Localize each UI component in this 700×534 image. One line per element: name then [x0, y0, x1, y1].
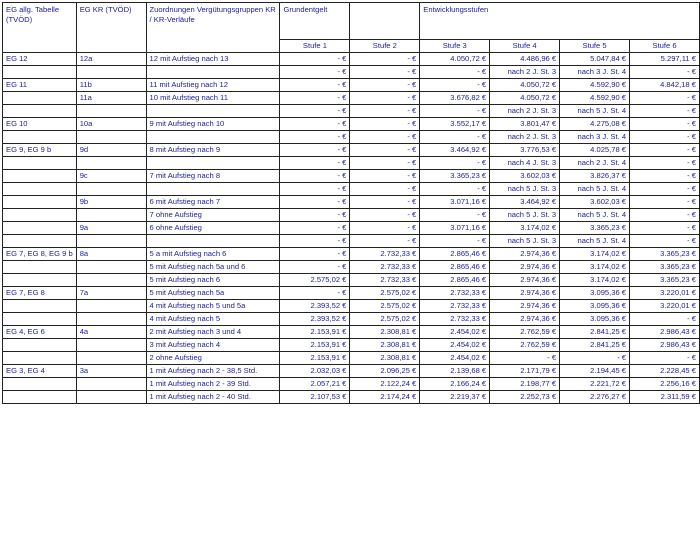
stufe-value-cell: - €: [630, 352, 700, 365]
zuordnung-cell: 10 mit Aufstieg nach 11: [146, 92, 280, 105]
table-row: [3, 105, 700, 118]
eg-kr-cell: 11a: [76, 92, 146, 105]
table-row: [3, 183, 700, 196]
table-row: [3, 118, 700, 131]
stufe-value-cell: 2.153,91 €: [280, 326, 350, 339]
stufe-value-cell: 2.974,36 €: [490, 248, 560, 261]
stufe-value-cell: 2.166,24 €: [420, 378, 490, 391]
stufe-value-cell: nach 2 J. St. 3: [490, 131, 560, 144]
stufe-value-cell: 2.841,25 €: [560, 326, 630, 339]
stufe-value-cell: 2.575,02 €: [350, 287, 420, 300]
eg-kr-cell: 8a: [76, 248, 146, 261]
eg-kr-cell: 9d: [76, 144, 146, 157]
stufe-value-cell: 4.050,72 €: [490, 79, 560, 92]
stufe-value-cell: 3.095,36 €: [560, 300, 630, 313]
eg-kr-cell: [76, 235, 146, 248]
stufe-value-cell: 2.841,25 €: [560, 339, 630, 352]
eg-allg-cell: EG 7, EG 8, EG 9 b: [3, 248, 77, 261]
eg-allg-cell: [3, 274, 77, 287]
eg-kr-cell: 10a: [76, 118, 146, 131]
stufe-value-cell: 3.365,23 €: [630, 274, 700, 287]
eg-allg-cell: EG 3, EG 4: [3, 365, 77, 378]
stufe-value-cell: - €: [630, 105, 700, 118]
zuordnung-cell: 5 mit Aufstieg nach 6: [146, 274, 280, 287]
stufe-value-cell: 2.252,73 €: [490, 391, 560, 404]
eg-kr-cell: [76, 339, 146, 352]
zuordnung-cell: [146, 131, 280, 144]
eg-allg-cell: [3, 105, 77, 118]
eg-kr-cell: [76, 183, 146, 196]
stufe-value-cell: 5.047,84 €: [560, 53, 630, 66]
eg-allg-cell: [3, 235, 77, 248]
stufe-value-cell: 3.071,16 €: [420, 222, 490, 235]
stufe-value-cell: - €: [350, 105, 420, 118]
zuordnung-cell: 4 mit Aufstieg nach 5 und 5a: [146, 300, 280, 313]
stufe-value-cell: 3.365,23 €: [630, 261, 700, 274]
header-zuordnungen: Zuordnungen Vergütungsgruppen KR / KR-Verläufe: [146, 3, 280, 53]
eg-allg-cell: EG 9, EG 9 b: [3, 144, 77, 157]
stufe-value-cell: 2.762,59 €: [490, 339, 560, 352]
table-row: [3, 274, 700, 287]
stufe-value-cell: 2.256,16 €: [630, 378, 700, 391]
stufe-value-cell: 2.732,33 €: [350, 248, 420, 261]
stufe-value-cell: 3.602,03 €: [490, 170, 560, 183]
header-row: [3, 3, 700, 40]
stufe-value-cell: 3.801,47 €: [490, 118, 560, 131]
zuordnung-cell: 8 mit Aufstieg nach 9: [146, 144, 280, 157]
eg-allg-cell: [3, 66, 77, 79]
stufe-value-cell: - €: [350, 53, 420, 66]
stufe-value-cell: 3.365,23 €: [420, 170, 490, 183]
stufe-value-cell: - €: [630, 209, 700, 222]
stufe-value-cell: 2.974,36 €: [490, 287, 560, 300]
stufe-value-cell: 2.974,36 €: [490, 313, 560, 326]
eg-kr-cell: 9c: [76, 170, 146, 183]
table-row: [3, 222, 700, 235]
eg-allg-cell: [3, 300, 77, 313]
table-row: [3, 209, 700, 222]
stufe-value-cell: - €: [280, 261, 350, 274]
eg-allg-cell: [3, 222, 77, 235]
stufe-value-cell: nach 2 J. St. 4: [560, 157, 630, 170]
table-row: [3, 170, 700, 183]
stufe-value-cell: 2.393,52 €: [280, 313, 350, 326]
stufe-value-cell: - €: [630, 196, 700, 209]
stufe-value-cell: 2.221,72 €: [560, 378, 630, 391]
stufe-value-cell: 2.454,02 €: [420, 352, 490, 365]
header-eg-allg: EG allg. Tabelle (TVÖD): [3, 3, 77, 53]
stufe-value-cell: - €: [280, 79, 350, 92]
stufe-value-cell: 2.974,36 €: [490, 261, 560, 274]
zuordnung-cell: 2 ohne Aufstieg: [146, 352, 280, 365]
stufe-value-cell: 3.220,01 €: [630, 287, 700, 300]
stufe-value-cell: 2.974,36 €: [490, 300, 560, 313]
table-row: [3, 92, 700, 105]
stufe-value-cell: - €: [280, 222, 350, 235]
eg-kr-cell: [76, 274, 146, 287]
stufe-value-cell: nach 5 J. St. 3: [490, 235, 560, 248]
zuordnung-cell: 4 mit Aufstieg nach 5: [146, 313, 280, 326]
table-row: [3, 378, 700, 391]
stufe-value-cell: - €: [280, 170, 350, 183]
zuordnung-cell: [146, 183, 280, 196]
eg-allg-cell: EG 11: [3, 79, 77, 92]
stufe-value-cell: 2.454,02 €: [420, 339, 490, 352]
stufe-value-cell: 3.174,02 €: [490, 222, 560, 235]
stufe-value-cell: - €: [280, 144, 350, 157]
stufe-value-cell: 2.986,43 €: [630, 326, 700, 339]
stufe-value-cell: - €: [420, 105, 490, 118]
zuordnung-cell: 5 mit Aufstieg nach 5a: [146, 287, 280, 300]
stufe-value-cell: 2.122,24 €: [350, 378, 420, 391]
stufe-value-cell: 4.842,18 €: [630, 79, 700, 92]
table-row: [3, 144, 700, 157]
stufe-value-cell: 2.575,02 €: [350, 300, 420, 313]
stufe-value-cell: - €: [350, 92, 420, 105]
zuordnung-cell: [146, 66, 280, 79]
header-entwicklungsstufen: Entwicklungsstufen: [420, 3, 700, 40]
stufe-value-cell: 2.732,33 €: [420, 313, 490, 326]
stufe-value-cell: - €: [420, 66, 490, 79]
header-spacer: [350, 3, 420, 40]
stufe-value-cell: 2.865,46 €: [420, 274, 490, 287]
eg-kr-cell: [76, 300, 146, 313]
zuordnung-cell: [146, 105, 280, 118]
eg-kr-cell: 7a: [76, 287, 146, 300]
stufe-value-cell: 3.174,02 €: [560, 261, 630, 274]
table-row: [3, 313, 700, 326]
stufe-value-cell: 2.454,02 €: [420, 326, 490, 339]
stufe-value-cell: - €: [280, 235, 350, 248]
eg-allg-cell: [3, 391, 77, 404]
stufe-value-cell: - €: [420, 209, 490, 222]
stufe-value-cell: 4.275,08 €: [560, 118, 630, 131]
stufe-value-cell: - €: [350, 131, 420, 144]
table-row: [3, 196, 700, 209]
stufe-value-cell: 2.153,91 €: [280, 339, 350, 352]
eg-allg-cell: [3, 352, 77, 365]
stufe-value-cell: - €: [280, 183, 350, 196]
stufe-value-cell: nach 3 J. St. 4: [560, 131, 630, 144]
table-row: [3, 261, 700, 274]
eg-allg-cell: [3, 157, 77, 170]
stufe-value-cell: - €: [280, 92, 350, 105]
stufe-value-cell: 2.174,24 €: [350, 391, 420, 404]
eg-allg-cell: EG 12: [3, 53, 77, 66]
stufe-value-cell: - €: [280, 118, 350, 131]
stufe-value-cell: nach 5 J. St. 3: [490, 183, 560, 196]
stufe-value-cell: - €: [350, 79, 420, 92]
table-row: [3, 66, 700, 79]
eg-kr-cell: 12a: [76, 53, 146, 66]
stufe-value-cell: 2.575,02 €: [350, 313, 420, 326]
eg-allg-cell: [3, 339, 77, 352]
stufe-value-cell: 2.308,81 €: [350, 352, 420, 365]
eg-allg-cell: [3, 209, 77, 222]
zuordnung-cell: 3 mit Aufstieg nach 4: [146, 339, 280, 352]
stufe-value-cell: - €: [350, 235, 420, 248]
stufe-value-cell: 2.732,33 €: [350, 261, 420, 274]
stufe-value-cell: - €: [280, 209, 350, 222]
stufe-value-cell: 5.297,11 €: [630, 53, 700, 66]
eg-kr-cell: 9b: [76, 196, 146, 209]
stufe-value-cell: - €: [630, 66, 700, 79]
stufe-value-cell: 2.732,33 €: [420, 287, 490, 300]
eg-allg-cell: [3, 183, 77, 196]
zuordnung-cell: 7 mit Aufstieg nach 8: [146, 170, 280, 183]
stufe-value-cell: 2.228,45 €: [630, 365, 700, 378]
table-row: [3, 235, 700, 248]
stufe-value-cell: 2.762,59 €: [490, 326, 560, 339]
stufe-value-cell: - €: [630, 118, 700, 131]
zuordnung-cell: 1 mit Aufstieg nach 2 - 40 Std.: [146, 391, 280, 404]
stufe-value-cell: - €: [350, 118, 420, 131]
zuordnung-cell: 6 ohne Aufstieg: [146, 222, 280, 235]
eg-allg-cell: [3, 261, 77, 274]
stufe-value-cell: 2.974,36 €: [490, 274, 560, 287]
zuordnung-cell: 5 mit Aufstieg nach 5a und 6: [146, 261, 280, 274]
stufe-value-cell: nach 2 J. St. 3: [490, 66, 560, 79]
stufe-value-cell: 2.032,03 €: [280, 365, 350, 378]
stufe-value-cell: 3.095,36 €: [560, 287, 630, 300]
eg-kr-cell: [76, 66, 146, 79]
stufe-value-cell: nach 4 J. St. 3: [490, 157, 560, 170]
stufe-value-cell: 2.986,43 €: [630, 339, 700, 352]
table-row: [3, 287, 700, 300]
table-row: [3, 326, 700, 339]
stufe-value-cell: - €: [420, 183, 490, 196]
stufe-value-cell: 4.592,90 €: [560, 79, 630, 92]
stufe-header: Stufe 2: [350, 40, 420, 53]
stufe-value-cell: - €: [350, 196, 420, 209]
stufe-value-cell: 4.025,78 €: [560, 144, 630, 157]
stufe-value-cell: 2.575,02 €: [280, 274, 350, 287]
stufe-value-cell: 2.865,46 €: [420, 261, 490, 274]
eg-allg-cell: EG 4, EG 6: [3, 326, 77, 339]
stufe-value-cell: 4.486,96 €: [490, 53, 560, 66]
stufe-value-cell: - €: [630, 313, 700, 326]
zuordnung-cell: 12 mit Aufstieg nach 13: [146, 53, 280, 66]
stufe-value-cell: 4.050,72 €: [420, 53, 490, 66]
zuordnung-cell: 1 mit Aufstieg nach 2 - 39 Std.: [146, 378, 280, 391]
eg-kr-cell: 4a: [76, 326, 146, 339]
zuordnung-cell: 2 mit Aufstieg nach 3 und 4: [146, 326, 280, 339]
eg-allg-cell: [3, 170, 77, 183]
stufe-value-cell: - €: [280, 196, 350, 209]
stufe-value-cell: 2.194,45 €: [560, 365, 630, 378]
eg-kr-cell: [76, 261, 146, 274]
stufe-value-cell: 2.153,91 €: [280, 352, 350, 365]
table-row: [3, 248, 700, 261]
stufe-value-cell: 3.365,23 €: [560, 222, 630, 235]
stufe-value-cell: 2.219,37 €: [420, 391, 490, 404]
stufe-value-cell: - €: [350, 144, 420, 157]
stufe-value-cell: nach 5 J. St. 4: [560, 105, 630, 118]
stufe-value-cell: 3.365,23 €: [630, 248, 700, 261]
stufe-value-cell: - €: [280, 105, 350, 118]
stufe-value-cell: 2.308,81 €: [350, 326, 420, 339]
zuordnung-cell: 9 mit Aufstieg nach 10: [146, 118, 280, 131]
eg-kr-cell: [76, 352, 146, 365]
stufe-value-cell: - €: [630, 170, 700, 183]
stufe-value-cell: nach 5 J. St. 4: [560, 183, 630, 196]
stufe-value-cell: 3.174,02 €: [560, 248, 630, 261]
stufe-header: Stufe 5: [560, 40, 630, 53]
zuordnung-cell: 1 mit Aufstieg nach 2 - 38,5 Std.: [146, 365, 280, 378]
stufe-value-cell: - €: [350, 157, 420, 170]
header-grundentgelt: Grundentgelt: [280, 3, 350, 40]
eg-kr-cell: [76, 131, 146, 144]
stufe-value-cell: - €: [630, 144, 700, 157]
stufe-value-cell: 3.776,53 €: [490, 144, 560, 157]
table-row: [3, 79, 700, 92]
stufe-value-cell: - €: [630, 222, 700, 235]
stufe-value-cell: - €: [350, 170, 420, 183]
stufe-header: Stufe 6: [630, 40, 700, 53]
stufe-value-cell: 2.107,53 €: [280, 391, 350, 404]
eg-kr-cell: 9a: [76, 222, 146, 235]
stufe-value-cell: nach 3 J. St. 4: [560, 66, 630, 79]
zuordnung-cell: 7 ohne Aufstieg: [146, 209, 280, 222]
stufe-value-cell: 3.095,36 €: [560, 313, 630, 326]
stufe-value-cell: 3.826,37 €: [560, 170, 630, 183]
stufe-value-cell: - €: [630, 157, 700, 170]
stufe-value-cell: 2.732,33 €: [420, 300, 490, 313]
stufe-value-cell: 2.393,52 €: [280, 300, 350, 313]
stufe-value-cell: - €: [350, 209, 420, 222]
table-row: [3, 53, 700, 66]
eg-kr-cell: 11b: [76, 79, 146, 92]
table-row: [3, 339, 700, 352]
stufe-value-cell: - €: [280, 131, 350, 144]
eg-kr-cell: [76, 378, 146, 391]
stufe-value-cell: - €: [280, 248, 350, 261]
eg-allg-cell: [3, 92, 77, 105]
zuordnung-cell: [146, 157, 280, 170]
eg-kr-cell: [76, 391, 146, 404]
eg-allg-cell: EG 10: [3, 118, 77, 131]
stufe-value-cell: 2.732,33 €: [350, 274, 420, 287]
stufe-value-cell: 2.171,79 €: [490, 365, 560, 378]
stufe-value-cell: 3.464,92 €: [490, 196, 560, 209]
eg-kr-cell: 3a: [76, 365, 146, 378]
stufe-value-cell: - €: [630, 131, 700, 144]
stufe-value-cell: - €: [280, 53, 350, 66]
stufe-value-cell: 3.071,16 €: [420, 196, 490, 209]
stufe-value-cell: 3.602,03 €: [560, 196, 630, 209]
eg-kr-cell: [76, 209, 146, 222]
zuordnung-cell: [146, 235, 280, 248]
stufe-value-cell: - €: [280, 157, 350, 170]
stufe-value-cell: - €: [630, 183, 700, 196]
stufe-header: Stufe 3: [420, 40, 490, 53]
stufe-value-cell: 2.311,59 €: [630, 391, 700, 404]
stufe-value-cell: nach 5 J. St. 3: [490, 209, 560, 222]
stufe-value-cell: 3.220,01 €: [630, 300, 700, 313]
stufe-value-cell: 3.552,17 €: [420, 118, 490, 131]
stufe-value-cell: - €: [350, 66, 420, 79]
stufe-value-cell: 2.057,21 €: [280, 378, 350, 391]
table-row: [3, 352, 700, 365]
stufe-value-cell: - €: [420, 157, 490, 170]
stufe-value-cell: - €: [420, 235, 490, 248]
stufe-value-cell: 3.676,82 €: [420, 92, 490, 105]
stufe-value-cell: 3.174,02 €: [560, 274, 630, 287]
stufe-value-cell: 3.464,92 €: [420, 144, 490, 157]
eg-allg-cell: [3, 378, 77, 391]
stufe-value-cell: 2.276,27 €: [560, 391, 630, 404]
table-row: [3, 157, 700, 170]
stufe-value-cell: nach 2 J. St. 3: [490, 105, 560, 118]
table-row: [3, 300, 700, 313]
zuordnung-cell: 11 mit Aufstieg nach 12: [146, 79, 280, 92]
stufe-value-cell: 4.050,72 €: [490, 92, 560, 105]
table-row: [3, 365, 700, 378]
stufe-value-cell: - €: [630, 92, 700, 105]
zuordnung-cell: 6 mit Aufstieg nach 7: [146, 196, 280, 209]
stufe-header: Stufe 4: [490, 40, 560, 53]
stufe-value-cell: 4.592,90 €: [560, 92, 630, 105]
salary-table: [2, 2, 700, 404]
stufe-value-cell: - €: [420, 131, 490, 144]
eg-allg-cell: EG 7, EG 8: [3, 287, 77, 300]
stufe-value-cell: - €: [630, 235, 700, 248]
stufe-value-cell: 2.198,77 €: [490, 378, 560, 391]
eg-kr-cell: [76, 105, 146, 118]
table-row: [3, 131, 700, 144]
stufe-value-cell: 2.096,25 €: [350, 365, 420, 378]
eg-kr-cell: [76, 313, 146, 326]
stufe-value-cell: - €: [420, 79, 490, 92]
eg-allg-cell: [3, 313, 77, 326]
table-row: [3, 391, 700, 404]
stufe-value-cell: - €: [350, 222, 420, 235]
stufe-value-cell: - €: [280, 66, 350, 79]
stufe-value-cell: 2.865,46 €: [420, 248, 490, 261]
stufe-header: Stufe 1: [280, 40, 350, 53]
eg-allg-cell: [3, 196, 77, 209]
stufe-value-cell: 2.308,81 €: [350, 339, 420, 352]
stufe-value-cell: - €: [560, 352, 630, 365]
stufe-value-cell: - €: [280, 287, 350, 300]
stufe-value-cell: nach 5 J. St. 4: [560, 209, 630, 222]
stufe-value-cell: nach 5 J. St. 4: [560, 235, 630, 248]
eg-kr-cell: [76, 157, 146, 170]
header-eg-kr: EG KR (TVÖD): [76, 3, 146, 53]
stufe-value-cell: - €: [350, 183, 420, 196]
zuordnung-cell: 5 a mit Aufstieg nach 6: [146, 248, 280, 261]
stufe-value-cell: 2.139,68 €: [420, 365, 490, 378]
stufe-value-cell: - €: [490, 352, 560, 365]
eg-allg-cell: [3, 131, 77, 144]
